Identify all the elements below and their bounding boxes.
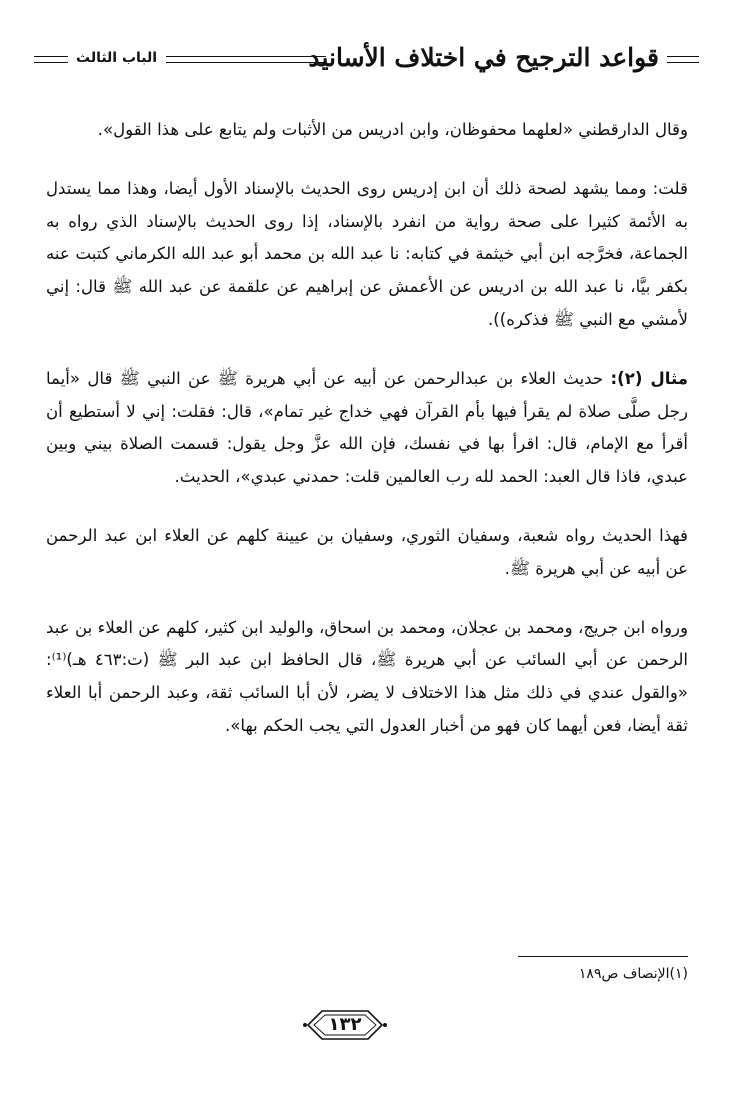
chapter-title: الباب الثالث: [76, 50, 158, 66]
footnote-separator: [518, 956, 688, 957]
book-title: قواعد الترجيح في اختلاف الأسانيد: [308, 43, 659, 72]
page-number: ١٣٢: [328, 1014, 362, 1035]
header-rule-right: [667, 56, 699, 63]
footnote: (١)الإنصاف ص١٨٩: [578, 966, 688, 982]
header-rule-left: [34, 56, 68, 63]
example-label: مثال (٢):: [610, 368, 689, 388]
paragraph-2: قلت: ومما يشهد لصحة ذلك أن ابن إدريس روى الحديث بالإسناد الأول أيضا، وهذا مما يستدل به الأئمة كثيرا على صحة رواية من انفرد بالإسناد، إذا روى الحديث بالإسناد الذي رواه به الجماعة، فخرَّجه ابن أبي خيثمة في كتابه: نا عبد الله بن محمد أبو عبد الله الكرماني كتبت عنه بكفر بيَّا، نا عبد الله بن ادريس عن الأعمش عن إبراهيم عن علقمة عن عبد الله ﷺ قال: إني لأمشي مع النبي ﷺ فذكره)).: [46, 178, 688, 329]
paragraph-1: وقال الدارقطني «لعلهما محفوظان، وابن ادريس من الأثبات ولم يتابع على هذا القول».: [97, 120, 688, 139]
page-number-ornament: [302, 1003, 388, 1047]
paragraph-3: [46, 363, 688, 494]
example-text: حديث العلاء بن عبدالرحمن عن أبيه عن أبي هريرة ﷺ عن النبي ﷺ قال «أيما رجل صلَّى صلاة لم يقرأ فيها بأم القرآن فهي خداج غير تمام»، قال: فقلت: إني لا أستطيع أن أقرأ مع الإمام، قال: اقرأ بها في نفسك، فإن الله عزَّ وجل يقول: قسمت الصلاة بيني وبين عبدي، فاذا قال العبد: الحمد لله رب العالمين قلت: حمدني عبدي»، الحديث.: [46, 368, 688, 487]
paragraph-4: فهذا الحديث رواه شعبة، وسفيان الثوري، وسفيان بن عيينة كلهم عن العلاء ابن عبد الرحمن عن أبيه عن أبي هريرة ﷺ.: [46, 525, 688, 578]
paragraph-5: ورواه ابن جريج، ومحمد بن عجلان، ومحمد بن اسحاق، والوليد ابن كثير، كلهم عن العلاء بن عبد الرحمن عن أبي السائب عن أبي هريرة ﷺ، قال الحافظ ابن عبد البر ﷺ (ت:٤٦٣ هـ)⁽¹⁾: «والقول عندي في ذلك مثل هذا الاختلاف لا يضر، لأن أبا السائب ثقة، وعبد الرحمن أبا العلاء ثقة أيضا، فعن أيهما كان فهو من أخبار العدول التي يجب الحكم بها».: [46, 617, 689, 735]
header-rule-middle: [166, 56, 326, 63]
running-header: [34, 38, 699, 78]
main-text: [46, 114, 688, 769]
